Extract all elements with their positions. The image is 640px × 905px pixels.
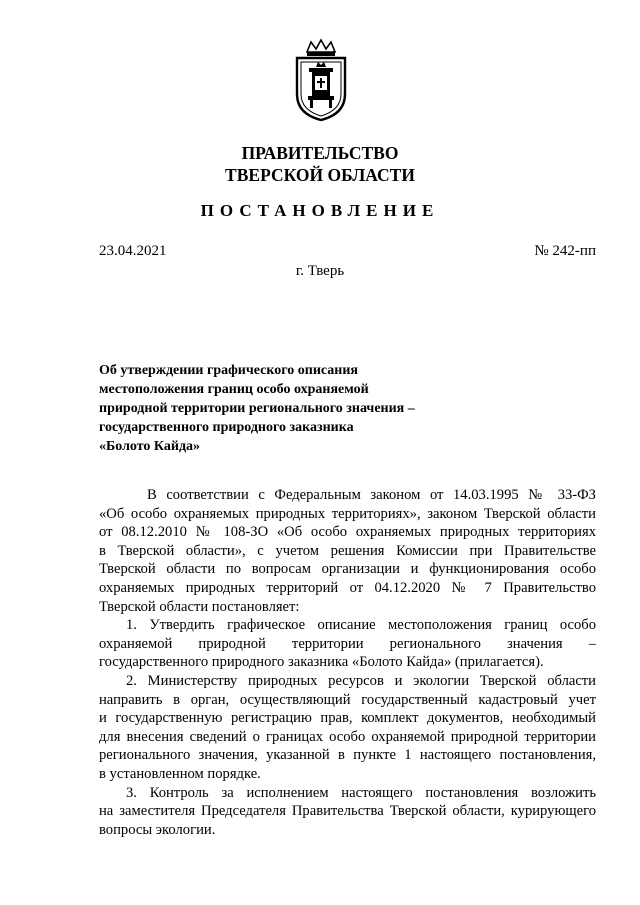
- body-line: Тверской области по вопросам организации и функционирования особо: [99, 561, 596, 578]
- item-1-paragraph: [99, 616, 596, 672]
- subject-line: природной территории регионального значения –: [99, 401, 415, 416]
- body-line: 1. Утвердить графическое описание местоположения границ особо: [126, 617, 596, 634]
- body-line: в Тверской области», с учетом решения Комиссии при Правительстве: [99, 542, 596, 559]
- tver-oblast-coat-of-arms-icon: [293, 38, 349, 122]
- body-line: и государственную регистрацию прав, комплект документов, необходимый: [99, 710, 596, 727]
- document-subject: [99, 361, 479, 456]
- body-line: охраняемой природной территории регионального значения –: [99, 635, 596, 652]
- body-line: 2. Министерству природных ресурсов и экологии Тверской области: [126, 672, 596, 689]
- government-title-line2: ТВЕРСКОЙ ОБЛАСТИ: [225, 165, 415, 185]
- subject-line: «Болото Кайда»: [99, 439, 201, 454]
- item-2-paragraph: [99, 672, 596, 784]
- body-line: от 08.12.2010 № 108-ЗО «Об особо охраняемых природных территориях: [99, 524, 596, 541]
- government-title-line1: ПРАВИТЕЛЬСТВО: [241, 143, 399, 163]
- body-line: вопросы экологии.: [99, 821, 216, 838]
- body-line: государственного природного заказника «Болото Кайда» (прилагается).: [99, 654, 544, 671]
- body-line: «Об особо охраняемых природных территориях», законом Тверской области: [99, 505, 596, 522]
- preamble-paragraph: [99, 486, 596, 616]
- body-line: охраняемых природных территорий от 04.12.2020 № 7 Правительство: [99, 579, 596, 596]
- subject-line: местоположения границ особо охраняемой: [99, 382, 369, 397]
- body-line: на заместителя Председателя Правительства Тверской области, курирующего: [99, 803, 596, 820]
- subject-line: Об утверждении графического описания: [99, 363, 358, 378]
- document-number: № 242-пп: [534, 243, 596, 259]
- subject-line: государственного природного заказника: [99, 420, 354, 435]
- body-line: регионального значения, указанной в пункте 1 настоящего постановления,: [99, 747, 596, 764]
- body-line: В соответствии с Федеральным законом от 14.03.1995 № 33-ФЗ: [147, 487, 596, 503]
- body-line: направить в орган, осуществляющий государственный кадастровый учет: [99, 691, 596, 708]
- body-line: в установленном порядке.: [99, 765, 261, 782]
- document-body: [99, 486, 596, 839]
- document-type: ПОСТАНОВЛЕНИЕ: [200, 201, 440, 220]
- document-date: 23.04.2021: [99, 243, 167, 259]
- body-line: Тверской области постановляет:: [99, 598, 300, 615]
- item-3-paragraph: [99, 784, 596, 840]
- body-line: 3. Контроль за исполнением настоящего постановления возложить: [126, 784, 596, 801]
- body-line: для внесения сведений о границах особо охраняемой природной территории: [99, 728, 596, 745]
- document-city: г. Тверь: [295, 263, 345, 279]
